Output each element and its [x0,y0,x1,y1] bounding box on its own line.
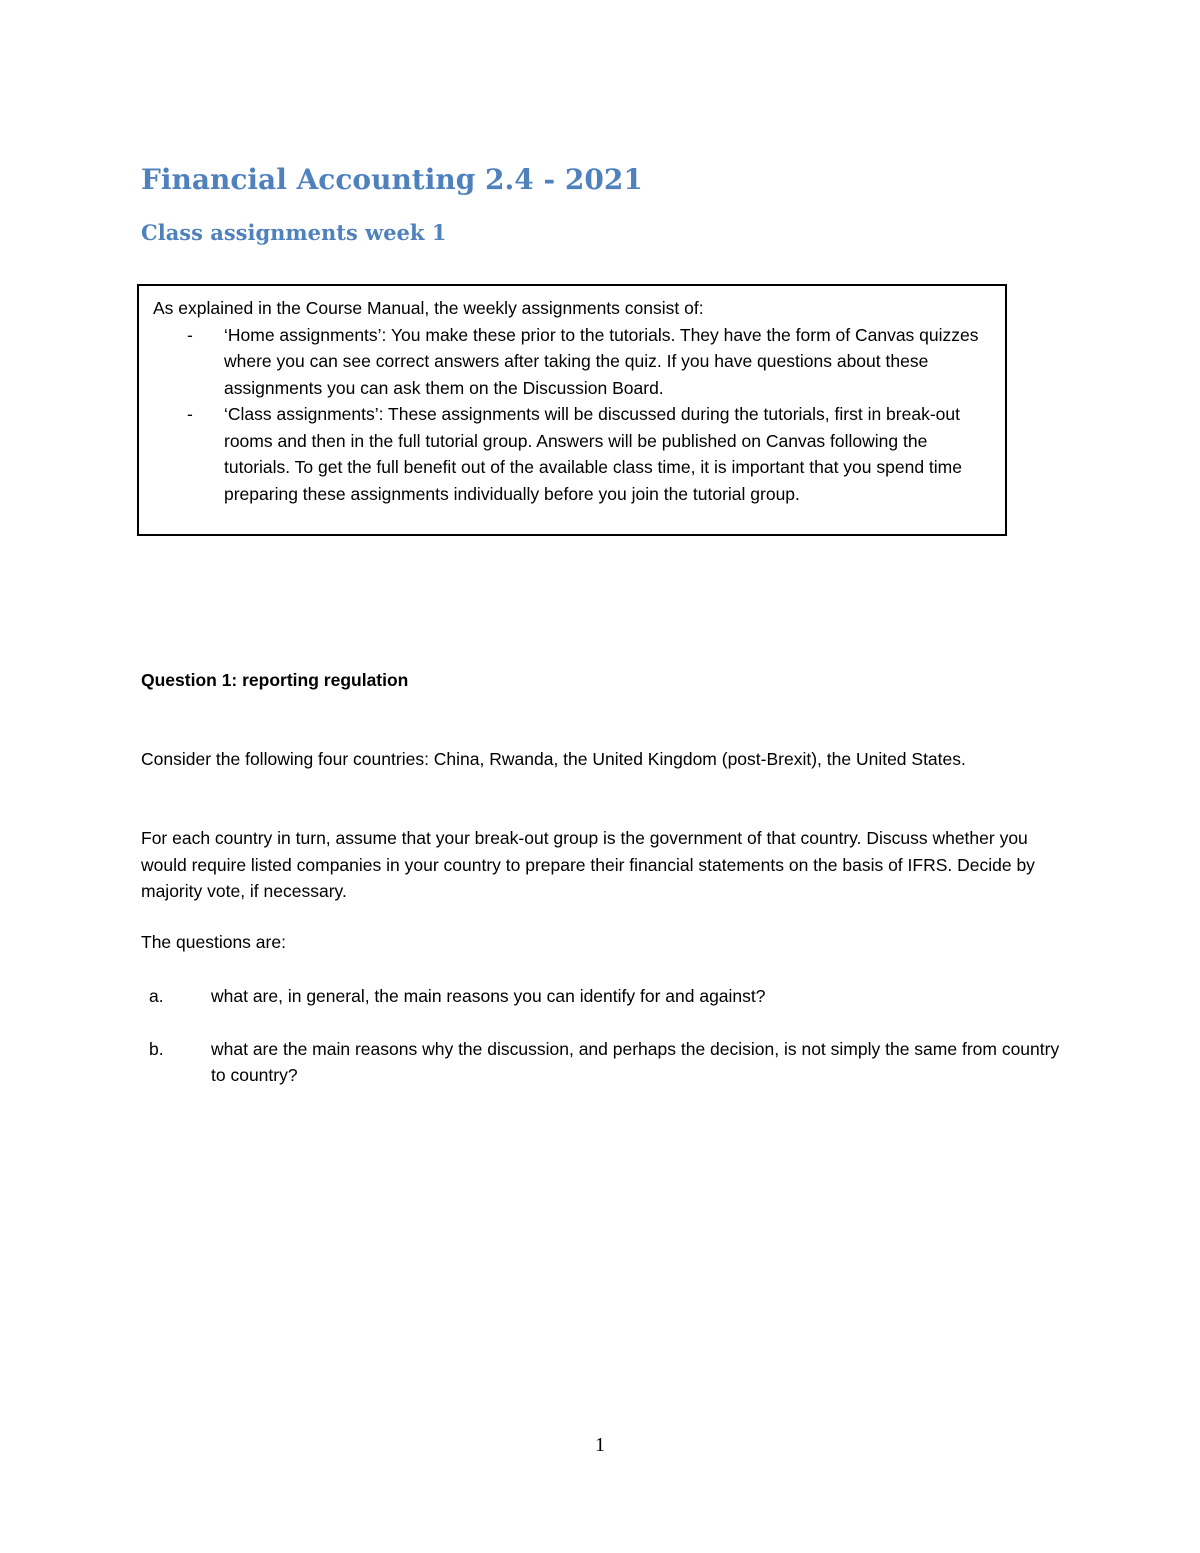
document-title: Financial Accounting 2.4 - 2021 [141,163,643,196]
list-item-marker: a. [149,986,164,1006]
intro-lead: As explained in the Course Manual, the weekly assignments consist of: [153,298,704,318]
question-1-paragraph: For each country in turn, assume that your break-out group is the government of that country. Discuss whether you would require listed companies in your country to prepare their financial statements on the basis of IFRS. Decide by majority vote, if necessary. [141,828,1035,901]
intro-box [137,284,1007,536]
bullet-dash: - [187,324,193,345]
intro-bullet-class-assignments [153,401,991,507]
intro-bullet-home-assignments [153,322,991,402]
list-item-text: what are, in general, the main reasons you can identify for and against? [211,986,766,1006]
bullet-dash: - [187,404,193,424]
intro-bullet-list [153,322,991,508]
list-item [141,983,1071,1010]
intro-bullet-text: ‘Home assignments’: You make these prior to the tutorials. They have the form of Canvas quizzes where you can see correct answers after taking the quiz. If you have questions about these assignments you can ask them on the Discussion Board. [224,324,979,398]
list-item-text: what are the main reasons why the discussion, and perhaps the decision, is not simply the same from country to country? [211,1038,1060,1085]
intro-bullet-text: ‘Class assignments’: These assignments will be discussed during the tutorials, first in break-out rooms and then in the full tutorial group. Answers will be published on Canvas following the tutorials. To get the full benefit out of the available class time, it is important that you spend time preparing these assignments individually before you join the tutorial group. [224,404,962,504]
question-1-paragraph: Consider the following four countries: China, Rwanda, the United Kingdom (post-Brexit), the United States. [141,749,966,769]
question-1-heading: Question 1: reporting regulation [141,670,409,690]
question-1-sublist [141,983,1071,1115]
list-item-marker: b. [149,1038,164,1059]
question-1-paragraph: The questions are: [141,932,286,952]
document-subtitle: Class assignments week 1 [141,220,447,245]
list-item [141,1036,1071,1089]
page-number: 1 [595,1434,605,1456]
